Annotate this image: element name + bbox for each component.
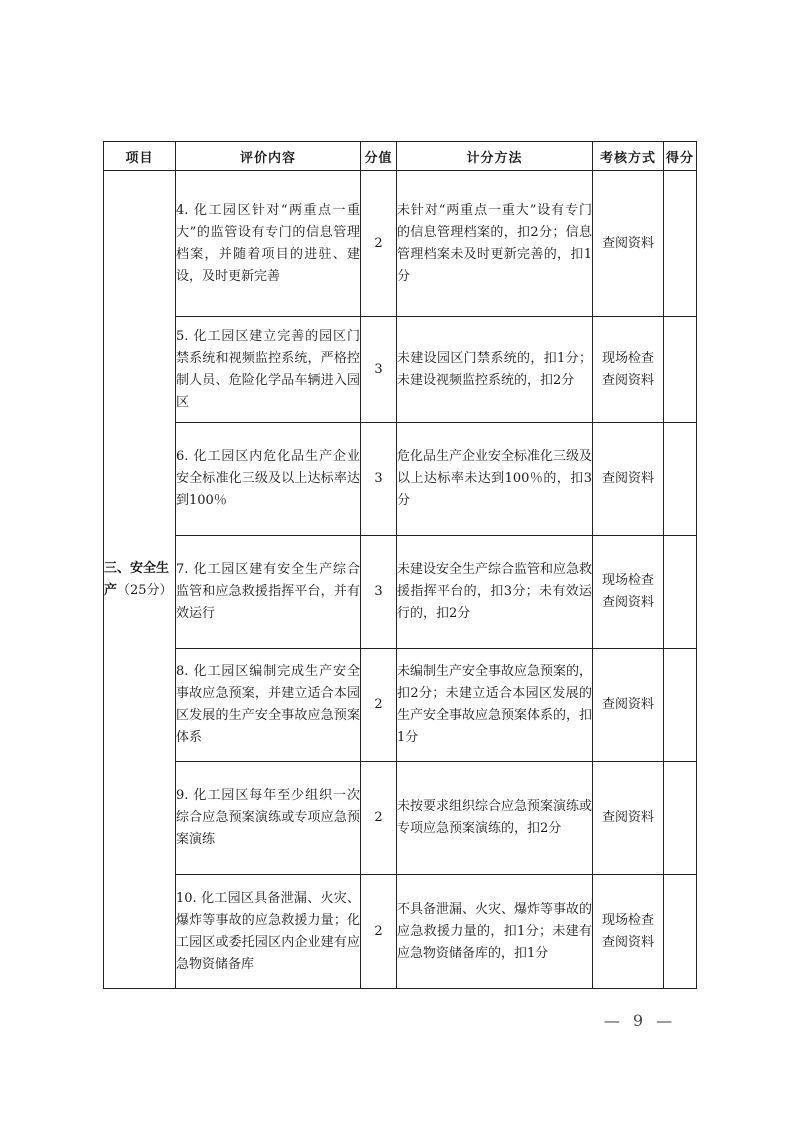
assessment-cell [593, 423, 664, 536]
content-cell: 8. 化工园区编制完成生产安全事故应急预案，并建立适合本园区发展的生产安全事故应急预案体系 [176, 649, 361, 762]
assessment-line: 查阅资料 [601, 697, 654, 712]
assessment-line: 查阅资料 [601, 595, 654, 610]
header-content: 评价内容 [176, 142, 361, 171]
method-cell: 危化品生产企业安全标准化三级及以上达标率未达到100％的，扣3分 [397, 423, 593, 536]
content-cell: 5. 化工园区建立完善的园区门禁系统和视频监控系统，严格控制人员、危险化学品车辆进入园区 [176, 317, 361, 423]
content-cell: 4. 化工园区针对“两重点一重大”的监管设有专门的信息管理档案，并随着项目的进驻、建设，及时更新完善 [176, 171, 361, 317]
assessment-cell [593, 649, 664, 762]
assessment-line: 查阅资料 [601, 934, 654, 950]
score-cell: 2 [361, 171, 397, 317]
method-cell: 未编制生产安全事故应急预案的，扣2分；未建立适合本园区发展的生产安全事故应急预案体系的，扣1分 [397, 649, 593, 762]
assessment-cell [593, 762, 664, 875]
content-cell: 6. 化工园区内危化品生产企业安全标准化三级及以上达标率达到100％ [176, 423, 361, 536]
table-row [104, 171, 697, 317]
assessment-line: 查阅资料 [601, 235, 654, 251]
assessment-line: 现场检查 [601, 573, 654, 588]
assessment-cell [593, 536, 664, 649]
evaluation-table [103, 141, 697, 989]
score-cell: 3 [361, 536, 397, 649]
table-row [104, 317, 697, 423]
table-header-row [104, 142, 697, 171]
result-cell [664, 875, 697, 989]
result-cell [664, 536, 697, 649]
assessment-line: 现场检查 [601, 350, 654, 366]
content-cell: 10. 化工园区具备泄漏、火灾、爆炸等事故的应急救援力量；化工园区或委托园区内企业建有应急物资储备库 [176, 875, 361, 989]
header-result: 得分 [664, 142, 697, 171]
table-row [104, 875, 697, 989]
header-method: 计分方法 [397, 142, 593, 171]
content-cell: 9. 化工园区每年至少组织一次综合应急预案演练或专项应急预案演练 [176, 762, 361, 875]
table-row [104, 762, 697, 875]
score-cell: 2 [361, 762, 397, 875]
header-score: 分值 [361, 142, 397, 171]
score-cell: 2 [361, 649, 397, 762]
result-cell [664, 762, 697, 875]
assessment-cell [593, 171, 664, 317]
score-cell: 3 [361, 317, 397, 423]
section-label: 三、安全生产 [104, 560, 170, 598]
page-number: — 9 — [603, 1011, 677, 1030]
assessment-line: 现场检查 [601, 912, 654, 928]
method-cell: 未建设安全生产综合监管和应急救援指挥平台的，扣3分；未有效运行的，扣2分 [397, 536, 593, 649]
method-cell: 未针对“两重点一重大”设有专门的信息管理档案的，扣2分；信息管理档案未及时更新完善的，扣1分 [397, 171, 593, 317]
content-cell: 7. 化工园区建有安全生产综合监管和应急救援指挥平台，并有效运行 [176, 536, 361, 649]
table-row [104, 536, 697, 649]
section-points: （25分） [117, 582, 173, 598]
assessment-cell [593, 875, 664, 989]
assessment-cell [593, 317, 664, 423]
result-cell [664, 171, 697, 317]
assessment-line: 查阅资料 [601, 810, 654, 825]
assessment-line: 查阅资料 [601, 471, 654, 486]
method-cell: 未按要求组织综合应急预案演练或专项应急预案演练的，扣2分 [397, 762, 593, 875]
result-cell [664, 423, 697, 536]
result-cell [664, 649, 697, 762]
header-item: 项目 [104, 142, 176, 171]
method-cell: 不具备泄漏、火灾、爆炸等事故的应急救援力量的，扣1分；未建有应急物资储备库的，扣1分 [397, 875, 593, 989]
method-cell: 未建设园区门禁系统的，扣1分；未建设视频监控系统的，扣2分 [397, 317, 593, 423]
section-cell [104, 171, 176, 989]
score-cell: 2 [361, 875, 397, 989]
result-cell [664, 317, 697, 423]
assessment-line: 查阅资料 [601, 372, 654, 388]
table-row [104, 423, 697, 536]
header-assessment: 考核方式 [593, 142, 664, 171]
score-cell: 3 [361, 423, 397, 536]
table-row [104, 649, 697, 762]
